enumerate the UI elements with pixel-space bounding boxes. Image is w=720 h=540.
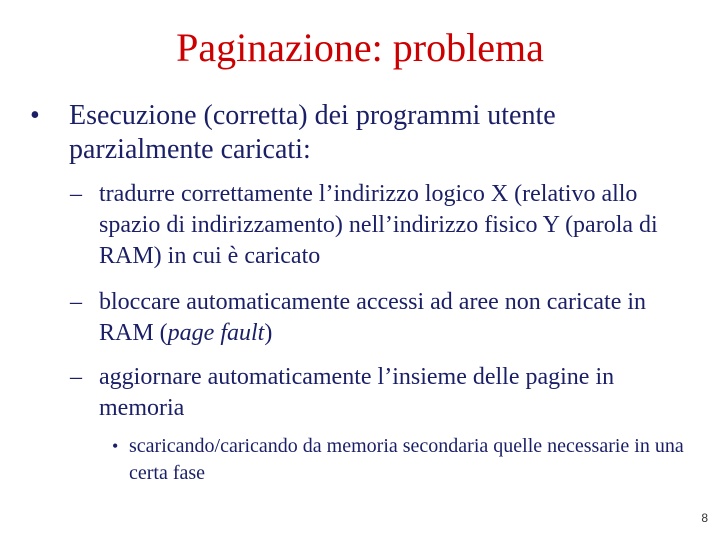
dash-icon: – bbox=[70, 364, 82, 390]
sub-item-text: aggiornare automaticamente l’insieme delle pagine in memoria bbox=[99, 364, 615, 421]
sub-sub-item bbox=[112, 433, 689, 487]
sub-item bbox=[70, 362, 699, 424]
bullet-icon: • bbox=[30, 100, 40, 131]
sub-item bbox=[70, 287, 699, 349]
bullet-icon: • bbox=[112, 436, 119, 456]
sub-item-text-italic: page fault bbox=[167, 320, 265, 346]
sub-item-text-before: bloccare automaticamente accessi ad aree non caricate in RAM ( bbox=[99, 289, 647, 346]
dash-icon: – bbox=[70, 181, 82, 207]
bullet-text: Esecuzione (corretta) dei programmi utente parzialmente caricati: bbox=[69, 100, 556, 165]
slide-title: Paginazione: problema bbox=[176, 25, 544, 70]
sub-item-text-after: ) bbox=[264, 320, 273, 346]
page-number: 8 bbox=[701, 511, 708, 525]
dash-icon: – bbox=[70, 289, 82, 315]
sub-item-text: tradurre correttamente l’indirizzo logico X (relativo allo spazio di indirizzamento) nell’indirizzo fisico Y (parola di RAM) in cui è caricato bbox=[99, 181, 658, 269]
bullet-item bbox=[30, 99, 689, 167]
sub-item bbox=[70, 179, 699, 272]
sub-sub-item-text: scaricando/caricando da memoria secondaria quelle necessarie in una certa fase bbox=[129, 435, 684, 484]
